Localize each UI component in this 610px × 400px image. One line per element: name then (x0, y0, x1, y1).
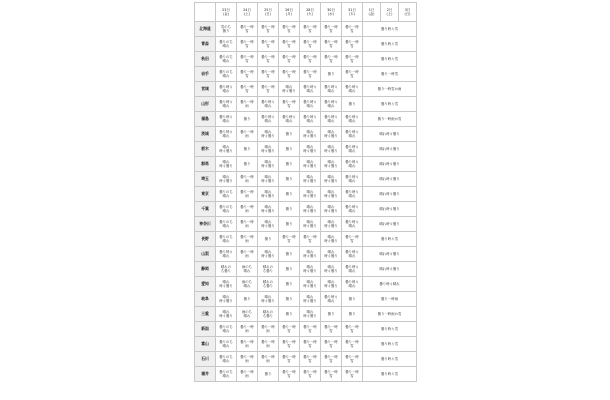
forecast-cell: 曇り一時 雪 (342, 232, 363, 247)
weekday-label: (木) (348, 12, 356, 16)
extended-forecast-cell: 晴れ時々曇り (363, 262, 417, 277)
forecast-cell: 晴れ 時々曇り (300, 277, 321, 292)
extended-forecast-cell: 曇り時々雪 (363, 322, 417, 337)
forecast-cell: 曇り (237, 157, 258, 172)
forecast-cell: 曇り一時 雨 (258, 352, 279, 367)
prefecture-name: 長野 (195, 232, 216, 247)
forecast-cell: 曇り一時 雨 (237, 322, 258, 337)
extended-forecast-cell: 曇り時々雪 (363, 22, 417, 37)
forecast-cell: 曇り時々 晴れ (258, 97, 279, 112)
table-row (195, 232, 417, 247)
forecast-cell: 曇り一時 雪 (237, 82, 258, 97)
forecast-cell: 曇り (279, 172, 300, 187)
date-label: 31日 (348, 7, 356, 12)
forecast-cell: 曇り時々 晴れ (342, 187, 363, 202)
date-label: 3日 (404, 7, 411, 12)
forecast-cell: 晴れ 時々曇り (258, 172, 279, 187)
forecast-cell: 曇りのち 晴れ (216, 352, 237, 367)
forecast-cell: 曇り一時 雪 (342, 67, 363, 82)
forecast-cell: 晴れ 時々曇り (321, 277, 342, 292)
prefecture-name: 東京 (195, 187, 216, 202)
date-header (381, 3, 399, 22)
forecast-cell: 晴れ 時々曇り (258, 217, 279, 232)
forecast-cell: 晴れ 時々曇り (258, 247, 279, 262)
table-row (195, 307, 417, 322)
extended-forecast-cell: 晴れ時々曇り (363, 217, 417, 232)
extended-forecast-cell: 晴れ時々曇り (363, 172, 417, 187)
forecast-cell: 曇り一時 雪 (279, 37, 300, 52)
prefecture-name: 茨城 (195, 127, 216, 142)
forecast-cell: 曇り一時 雪 (300, 337, 321, 352)
date-label: 26日 (285, 7, 293, 12)
forecast-cell: 曇り (279, 262, 300, 277)
forecast-cell: 曇り時々 晴れ (216, 112, 237, 127)
forecast-cell: 曇り一時 雪 (300, 367, 321, 382)
forecast-cell: 雪のち 曇り (216, 22, 237, 37)
date-label: 28日 (306, 7, 314, 12)
extended-forecast-cell: 曇り時々雪 (363, 367, 417, 382)
forecast-cell: 晴れ 時々曇り (300, 202, 321, 217)
forecast-cell: 曇り時々 晴れ (216, 97, 237, 112)
forecast-cell: 晴れ 時々曇り (258, 292, 279, 307)
forecast-cell: 晴れ 時々曇り (321, 217, 342, 232)
forecast-cell: 曇り一時 雨 (237, 232, 258, 247)
weekday-label: (金) (368, 12, 375, 16)
table-row (195, 217, 417, 232)
forecast-cell: 曇り時々 晴れ (342, 247, 363, 262)
forecast-cell: 曇り一時 雨 (237, 97, 258, 112)
extended-forecast-cell: 曇り一時雪 (363, 67, 417, 82)
prefecture-name: 新潟 (195, 322, 216, 337)
forecast-cell: 曇り一時 雪 (237, 67, 258, 82)
forecast-cell: 曇り一時 雪 (279, 367, 300, 382)
forecast-cell: 曇り (237, 142, 258, 157)
date-header (342, 3, 363, 22)
forecast-cell: 曇り時々 晴れ (342, 157, 363, 172)
forecast-cell: 曇り一時 雪 (279, 352, 300, 367)
forecast-cell: 雨のち 晴れ (237, 307, 258, 322)
forecast-cell: 晴れ 時々曇り (300, 157, 321, 172)
table-row (195, 112, 417, 127)
extended-forecast-cell: 晴れ時々曇り (363, 202, 417, 217)
table-row (195, 22, 417, 37)
forecast-cell: 晴れの ち曇り (216, 262, 237, 277)
forecast-cell: 曇り一時 雪 (237, 37, 258, 52)
forecast-cell: 晴れ 時々曇り (300, 292, 321, 307)
forecast-cell: 晴れ 時々曇り (321, 157, 342, 172)
forecast-cell: 曇り時々 晴れ (342, 262, 363, 277)
forecast-cell: 曇り (279, 142, 300, 157)
date-label: 30日 (327, 7, 335, 12)
forecast-cell: 晴れの ち曇り (258, 262, 279, 277)
forecast-cell: 曇り時々 晴れ (216, 127, 237, 142)
forecast-cell: 曇り一時 雪 (258, 37, 279, 52)
date-label: 24日 (243, 7, 251, 12)
date-header (363, 3, 381, 22)
forecast-cell: 曇り一時 雪 (321, 52, 342, 67)
prefecture-name: 宮城 (195, 82, 216, 97)
forecast-cell: 曇り時々 晴れ (342, 172, 363, 187)
prefecture-name: 山梨 (195, 247, 216, 262)
forecast-cell: 晴れ 時々曇り (258, 127, 279, 142)
forecast-cell: 晴れ 時々曇り (321, 172, 342, 187)
forecast-cell: 曇り時々 晴れ (321, 97, 342, 112)
table-row (195, 142, 417, 157)
forecast-cell: 曇り一時 雨 (237, 367, 258, 382)
forecast-cell: 曇り時々 晴れ (342, 277, 363, 292)
forecast-cell: 晴れ 時々曇り (300, 187, 321, 202)
forecast-cell: 晴れ 時々曇り (300, 262, 321, 277)
prefecture-name: 福井 (195, 367, 216, 382)
extended-forecast-cell: 曇り一時雨 (363, 292, 417, 307)
forecast-cell: 曇り一時 雨 (237, 352, 258, 367)
prefecture-name: 石川 (195, 352, 216, 367)
forecast-cell: 曇り一時 雪 (258, 22, 279, 37)
forecast-cell: 曇り (279, 202, 300, 217)
table-row (195, 202, 417, 217)
prefecture-name: 福島 (195, 112, 216, 127)
forecast-cell: 曇りのち 晴れ (216, 322, 237, 337)
table-row (195, 352, 417, 367)
forecast-cell: 曇り一時 雪 (279, 337, 300, 352)
forecast-cell: 雨のち 晴れ (237, 277, 258, 292)
forecast-cell: 曇り時々 晴れ (216, 82, 237, 97)
table-body (195, 22, 417, 382)
forecast-cell: 晴れの ち曇り (258, 277, 279, 292)
prefecture-name: 山形 (195, 97, 216, 112)
date-header (279, 3, 300, 22)
forecast-cell: 晴れ 時々曇り (279, 82, 300, 97)
forecast-cell: 曇りのち 晴れ (216, 232, 237, 247)
forecast-cell: 曇り時々 晴れ (300, 112, 321, 127)
extended-forecast-cell: 曇り一時雨か雪 (363, 307, 417, 322)
forecast-cell: 曇り時々 晴れ (342, 82, 363, 97)
date-label: 1日 (368, 7, 375, 12)
forecast-table-container (194, 2, 417, 382)
forecast-cell: 曇り一時 雨 (237, 217, 258, 232)
forecast-cell: 曇り一時 雪 (300, 37, 321, 52)
weekday-label: (日) (264, 12, 272, 16)
forecast-cell: 晴れ 時々曇り (300, 307, 321, 322)
forecast-cell: 晴れ 時々曇り (321, 202, 342, 217)
forecast-cell: 晴れ 時々曇り (258, 157, 279, 172)
date-header (216, 3, 237, 22)
forecast-cell: 晴れ 時々曇り (321, 142, 342, 157)
forecast-cell: 晴れ 時々曇り (216, 292, 237, 307)
forecast-cell: 晴れ 時々曇り (216, 142, 237, 157)
forecast-cell: 曇り一時 雪 (321, 22, 342, 37)
forecast-cell: 曇り一時 雪 (342, 322, 363, 337)
forecast-cell: 晴れ 時々曇り (216, 157, 237, 172)
table-row (195, 187, 417, 202)
forecast-cell: 晴れ 時々曇り (216, 277, 237, 292)
forecast-cell: 曇り一時 雪 (258, 82, 279, 97)
extended-forecast-cell: 晴れ時々曇り (363, 142, 417, 157)
forecast-cell: 曇り (237, 112, 258, 127)
forecast-cell: 曇り一時 雪 (258, 52, 279, 67)
prefecture-name: 栃木 (195, 142, 216, 157)
forecast-cell: 曇り一時 雪 (321, 37, 342, 52)
forecast-cell: 晴れ 時々曇り (216, 172, 237, 187)
weekday-label: (火) (306, 12, 314, 16)
forecast-cell: 曇り一時 雪 (342, 352, 363, 367)
forecast-cell: 晴れ 時々曇り (321, 232, 342, 247)
forecast-cell: 曇りのち 晴れ (216, 37, 237, 52)
date-header (321, 3, 342, 22)
date-label: 23日 (222, 7, 230, 12)
forecast-cell: 曇りのち 晴れ (216, 202, 237, 217)
forecast-cell: 晴れ 時々曇り (258, 187, 279, 202)
table-row (195, 262, 417, 277)
forecast-cell: 曇り一時 雪 (300, 22, 321, 37)
prefecture-name: 愛知 (195, 277, 216, 292)
forecast-cell: 曇り (279, 307, 300, 322)
forecast-cell: 曇りのち 晴れ (216, 367, 237, 382)
forecast-cell: 晴れ 時々曇り (321, 187, 342, 202)
forecast-cell: 曇り一時 雨 (237, 187, 258, 202)
date-header (300, 3, 321, 22)
forecast-cell: 曇り (342, 292, 363, 307)
table-row (195, 277, 417, 292)
forecast-cell: 曇り一時 雨 (237, 202, 258, 217)
table-row (195, 367, 417, 382)
table-row (195, 247, 417, 262)
forecast-cell: 晴れ 時々曇り (321, 247, 342, 262)
date-header (399, 3, 417, 22)
forecast-cell: 曇り (258, 232, 279, 247)
extended-forecast-cell: 曇り時々雪 (363, 352, 417, 367)
forecast-cell: 曇り (237, 292, 258, 307)
forecast-cell: 曇り一時 雪 (300, 52, 321, 67)
forecast-cell: 晴れ 時々曇り (300, 247, 321, 262)
forecast-cell: 曇り一時 雪 (321, 352, 342, 367)
forecast-cell: 曇り一時 雪 (300, 322, 321, 337)
prefecture-name: 富山 (195, 337, 216, 352)
table-row (195, 172, 417, 187)
forecast-cell: 曇り一時 雪 (300, 352, 321, 367)
forecast-cell: 曇り一時 雪 (342, 22, 363, 37)
prefecture-name: 青森 (195, 37, 216, 52)
corner-cell (195, 3, 216, 22)
weekday-label: (日) (404, 12, 411, 16)
forecast-cell: 曇り時々 晴れ (216, 247, 237, 262)
forecast-cell: 曇り一時 雨 (237, 172, 258, 187)
table-row (195, 82, 417, 97)
prefecture-name: 神奈川 (195, 217, 216, 232)
forecast-cell: 曇り時々 晴れ (321, 112, 342, 127)
forecast-cell: 曇り (258, 367, 279, 382)
extended-forecast-cell: 曇り時々雪 (363, 337, 417, 352)
date-label: 25日 (264, 7, 272, 12)
forecast-cell: 晴れ 時々曇り (300, 127, 321, 142)
forecast-cell: 曇りのち 晴れ (216, 337, 237, 352)
forecast-cell: 曇り (279, 247, 300, 262)
forecast-cell: 曇り (342, 97, 363, 112)
prefecture-name: 千葉 (195, 202, 216, 217)
forecast-cell: 曇り一時 雨 (237, 127, 258, 142)
prefecture-name: 北海道 (195, 22, 216, 37)
forecast-cell: 曇り一時 雪 (279, 22, 300, 37)
forecast-cell: 曇り (279, 187, 300, 202)
weekday-label: (月) (285, 12, 293, 16)
weekday-label: (土) (243, 12, 251, 16)
forecast-cell: 曇り一時 雪 (300, 232, 321, 247)
forecast-cell: 曇り (342, 307, 363, 322)
forecast-cell: 曇り一時 雪 (237, 52, 258, 67)
forecast-cell: 曇り時々 晴れ (300, 82, 321, 97)
prefecture-name: 群馬 (195, 157, 216, 172)
forecast-cell: 曇り時々 晴れ (342, 127, 363, 142)
forecast-cell: 曇り (321, 307, 342, 322)
forecast-cell: 曇りのち 晴れ (216, 52, 237, 67)
forecast-cell: 曇り (279, 292, 300, 307)
forecast-cell: 晴れ 時々曇り (300, 217, 321, 232)
date-header (237, 3, 258, 22)
forecast-cell: 曇り一時 雨 (258, 337, 279, 352)
forecast-cell: 曇りのち 晴れ (216, 187, 237, 202)
extended-forecast-cell: 晴れ時々曇り (363, 127, 417, 142)
forecast-cell: 曇り時々 晴れ (321, 292, 342, 307)
forecast-cell: 曇り時々 晴れ (342, 202, 363, 217)
extended-forecast-cell: 曇り時々雪 (363, 52, 417, 67)
date-header (258, 3, 279, 22)
forecast-cell: 晴れ 時々曇り (258, 142, 279, 157)
prefecture-name: 岐阜 (195, 292, 216, 307)
extended-forecast-cell: 晴れ時々曇り (363, 187, 417, 202)
forecast-cell: 晴れ 時々曇り (258, 202, 279, 217)
forecast-cell: 曇り時々 晴れ (300, 97, 321, 112)
forecast-cell: 曇り一時 雨 (237, 337, 258, 352)
extended-forecast-cell: 曇り時々雪 (363, 97, 417, 112)
extended-forecast-cell: 曇り時々晴れ (363, 277, 417, 292)
forecast-cell: 曇り時々 晴れ (342, 217, 363, 232)
forecast-cell: 曇り一時 雪 (279, 232, 300, 247)
date-label: 2日 (386, 7, 393, 12)
forecast-cell: 曇り一時 雪 (321, 322, 342, 337)
forecast-cell: 曇り一時 雪 (321, 337, 342, 352)
forecast-cell: 曇り一時 雪 (279, 52, 300, 67)
extended-forecast-cell: 曇り時々雪 (363, 37, 417, 52)
table-row (195, 37, 417, 52)
table-row (195, 337, 417, 352)
forecast-cell: 曇り一時 雪 (342, 367, 363, 382)
forecast-cell: 曇りのち 晴れ (216, 217, 237, 232)
forecast-cell: 曇り一時 雨 (237, 247, 258, 262)
prefecture-name: 静岡 (195, 262, 216, 277)
forecast-cell: 曇り時々 晴れ (321, 82, 342, 97)
prefecture-name: 秋田 (195, 52, 216, 67)
forecast-cell: 曇り (279, 127, 300, 142)
prefecture-name: 岩手 (195, 67, 216, 82)
forecast-cell: 曇りのち 晴れ (216, 67, 237, 82)
forecast-cell: 曇り一時 雪 (279, 97, 300, 112)
forecast-cell: 曇り一時 雪 (342, 52, 363, 67)
forecast-cell: 曇り一時 雪 (279, 322, 300, 337)
extended-forecast-cell: 曇り時々雪 (363, 232, 417, 247)
forecast-cell: 晴れ 時々曇り (300, 142, 321, 157)
forecast-cell: 晴れ 時々曇り (216, 307, 237, 322)
weekday-label: (水) (327, 12, 335, 16)
extended-forecast-cell: 曇り一時雪か雨 (363, 82, 417, 97)
prefecture-name: 埼玉 (195, 172, 216, 187)
extended-forecast-cell: 晴れ時々曇り (363, 247, 417, 262)
forecast-cell: 曇り一時 雪 (237, 22, 258, 37)
forecast-cell: 晴れ 時々曇り (321, 127, 342, 142)
forecast-cell: 曇り (279, 277, 300, 292)
prefecture-name: 三重 (195, 307, 216, 322)
forecast-cell: 晴れの ち曇り (258, 307, 279, 322)
forecast-cell: 晴れ 時々曇り (321, 262, 342, 277)
forecast-cell: 曇り (321, 67, 342, 82)
forecast-cell: 曇り (279, 217, 300, 232)
table-row (195, 292, 417, 307)
forecast-cell: 曇り時々 晴れ (279, 112, 300, 127)
forecast-cell: 曇り一時 雪 (300, 67, 321, 82)
table-row (195, 127, 417, 142)
extended-forecast-cell: 晴れ時々曇り (363, 157, 417, 172)
forecast-cell: 曇り一時 雪 (279, 67, 300, 82)
forecast-cell: 雨のち 晴れ (237, 262, 258, 277)
forecast-cell: 曇り時々 晴れ (258, 112, 279, 127)
forecast-cell: 曇り一時 雪 (321, 367, 342, 382)
forecast-cell: 曇り一時 雪 (342, 37, 363, 52)
weekday-label: (土) (386, 12, 393, 16)
table-row (195, 157, 417, 172)
extended-forecast-cell: 曇り一時雨か雪 (363, 112, 417, 127)
forecast-cell: 曇り一時 雪 (342, 337, 363, 352)
forecast-cell: 曇り時々 晴れ (342, 142, 363, 157)
forecast-cell: 曇り一時 雨 (258, 322, 279, 337)
table-row (195, 97, 417, 112)
table-row (195, 67, 417, 82)
weather-forecast-table (194, 2, 417, 382)
forecast-cell: 曇り (279, 157, 300, 172)
forecast-cell: 曇り時々 晴れ (342, 112, 363, 127)
table-row (195, 52, 417, 67)
table-row (195, 322, 417, 337)
forecast-cell: 晴れ 時々曇り (300, 172, 321, 187)
header-row (195, 3, 417, 22)
forecast-cell: 曇り一時 雪 (258, 67, 279, 82)
weekday-label: (金) (222, 12, 230, 16)
